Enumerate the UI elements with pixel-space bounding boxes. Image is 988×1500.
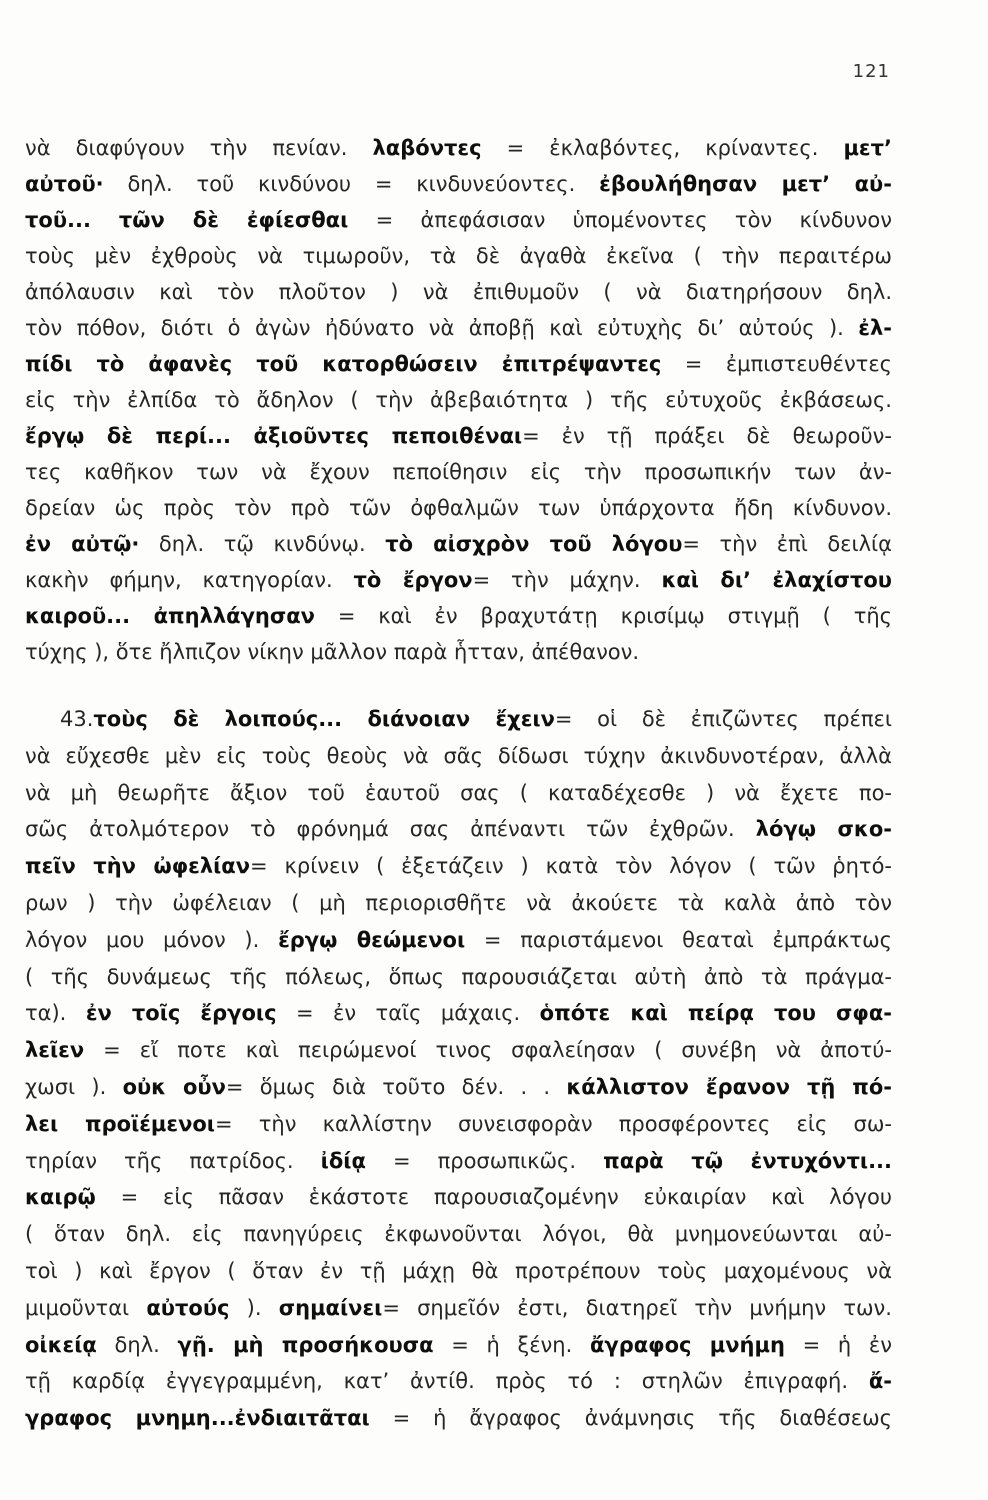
lemma-term: ἄγραφος μνήμη — [589, 1332, 785, 1357]
text-line — [25, 1069, 892, 1106]
text-line — [25, 701, 892, 738]
commentary-text: = ἡ ξένη. — [451, 1332, 573, 1357]
text-line — [25, 1327, 892, 1364]
lemma-term: παρὰ τῷ ἐντυχόντι... — [603, 1148, 892, 1173]
commentary-text: = ἡ ἄγραφος ἀνάμνησις τῆς διαθέσεως — [392, 1406, 892, 1431]
lemma-term: κάλλιστον ἔρανον τῇ πό- — [566, 1074, 892, 1099]
lemma-term: πεῖν τὴν ὠφελίαν — [25, 854, 251, 879]
text-line — [25, 1143, 892, 1180]
text-line — [25, 1216, 892, 1253]
commentary-text: τες καθῆκον των νὰ ἔχουν πεποίθησιν εἰς τὴν προσωπικήν των ἀν- — [25, 460, 892, 484]
commentary-text: = σημεῖόν ἐστι, διατηρεῖ τὴν μνήμην των. — [382, 1295, 892, 1320]
text-line — [25, 454, 892, 490]
lemma-term: ἔργῳ δὲ περί... ἀξιοῦντες πεποιθέναι — [25, 424, 523, 448]
text-line — [25, 995, 892, 1032]
lemma-term: οἰκείᾳ — [25, 1332, 97, 1357]
text-line — [25, 202, 892, 238]
text-line — [25, 166, 892, 202]
lemma-term: ἰδίᾳ — [320, 1148, 366, 1173]
text-line — [25, 848, 892, 885]
commentary-text: = οἱ δὲ ἐπιζῶντες πρέπει — [554, 707, 892, 731]
page-number: 121 — [852, 61, 890, 82]
commentary-text: = εἰς πᾶσαν ἑκάστοτε παρουσιαζομένην εὐκαιρίαν καὶ λόγου — [120, 1185, 892, 1210]
lemma-term: τοὺς δὲ λοιπούς... διάνοιαν ἔχειν — [93, 707, 555, 731]
text-line — [25, 922, 892, 959]
commentary-text: εἰς τὴν ἐλπίδα τὸ ἄδηλον ( τὴν ἀβεβαιότητα ) τῆς εὐτυχοῦς ἐκβάσεως. — [25, 388, 892, 412]
text-line — [25, 1290, 892, 1327]
text-line — [25, 130, 892, 166]
commentary-text: = εἴ ποτε καὶ πειρώμενοί τινος σφαλείησαν ( συνέβη νὰ ἀποτύ- — [103, 1038, 892, 1063]
lemma-term: ἐβουλήθησαν μετ’ αὐ- — [599, 172, 892, 196]
commentary-text: ( τῆς δυνάμεως τῆς πόλεως, ὅπως παρουσιάζεται αὐτὴ ἀπὸ τὰ πράγμα- — [25, 964, 892, 989]
commentary-text: = τὴν μάχην. — [472, 568, 641, 592]
commentary-text: = ἐν τῇ πράξει δὲ θεωροῦν- — [522, 424, 892, 448]
commentary-text: χωσι ). — [25, 1074, 107, 1099]
commentary-text: = ὅμως διὰ τοῦτο δέν. . . — [225, 1074, 551, 1099]
lemma-term: πίδι τὸ ἀφανὲς τοῦ κατορθώσειν ἐπιτρέψαντες — [25, 352, 662, 376]
commentary-text: τοὺς μὲν ἐχθροὺς νὰ τιμωροῦν, τὰ δὲ ἀγαθὰ ἐκεῖνα ( τὴν περαιτέρω — [25, 244, 892, 268]
text-line — [25, 811, 892, 848]
paragraph — [25, 130, 892, 670]
text-line — [25, 885, 892, 922]
commentary-text: τῇ καρδίᾳ ἐγγεγραμμένη, κατ’ ἀντίθ. πρὸς τό : στηλῶν ἐπιγραφή. — [25, 1369, 849, 1394]
text-line — [25, 562, 892, 598]
text-line — [25, 238, 892, 274]
paragraph — [25, 701, 892, 1437]
lemma-term: ἐν αὐτῷ· — [25, 532, 140, 556]
text-line — [25, 1032, 892, 1069]
commentary-text: δηλ. τοῦ κινδύνου = κινδυνεύοντες. — [127, 172, 576, 196]
lemma-term: τοῦ... τῶν δὲ ἐφίεσθαι — [25, 208, 349, 232]
commentary-text: ). — [246, 1295, 262, 1320]
text-line — [25, 1179, 892, 1216]
text-line — [25, 1400, 892, 1437]
text-line — [25, 959, 892, 996]
commentary-text: = ἐν ταῖς μάχαις. — [295, 1001, 521, 1026]
commentary-text: = ἀπεφάσισαν ὑπομένοντες τὸν κίνδυνον — [375, 208, 892, 232]
lemma-term: γραφος μνημη...ἐνδιαιτᾶται — [25, 1406, 370, 1431]
text-line — [25, 274, 892, 310]
commentary-text: = τὴν καλλίστην συνεισφορὰν προσφέροντες εἰς σω- — [215, 1111, 892, 1136]
section-number: 43. — [60, 707, 94, 731]
commentary-text: τα). — [25, 1001, 67, 1026]
lemma-term: λαβόντες — [372, 136, 482, 160]
text-line — [25, 775, 892, 812]
lemma-term: καὶ δι’ ἐλαχίστου — [661, 568, 892, 592]
lemma-term: ἐλ- — [858, 316, 892, 340]
lemma-term: ἄ- — [868, 1369, 892, 1394]
commentary-text: = ἡ ἐν — [802, 1332, 892, 1357]
text-line — [25, 310, 892, 346]
commentary-text: ρων ) τὴν ὠφέλειαν ( μὴ περιορισθῆτε νὰ ἀκούετε τὰ καλὰ ἀπὸ τὸν — [25, 890, 892, 915]
commentary-text: = ἐκλαβόντες, κρίναντες. — [506, 136, 819, 160]
text-line — [25, 1363, 892, 1400]
commentary-text: δρείαν ὡς πρὸς τὸν πρὸ τῶν ὀφθαλμῶν των ὑπάρχοντα ἤδη κίνδυνον. — [25, 496, 892, 520]
lemma-term: λει προϊέμενοι — [25, 1111, 215, 1136]
lemma-term: λεῖεν — [25, 1038, 85, 1063]
commentary-text: νὰ μὴ θεωρῆτε ἄξιον τοῦ ἑαυτοῦ σας ( καταδέχεσθε ) νὰ ἔχετε πο- — [25, 780, 892, 805]
lemma-term: μετ’ — [843, 136, 892, 160]
commentary-text: ( ὅταν δηλ. εἰς πανηγύρεις ἐκφωνοῦνται λόγοι, θὰ μνημονεύωνται αὐ- — [25, 1222, 892, 1247]
commentary-text: = προσωπικῶς. — [392, 1148, 577, 1173]
lemma-term: τὸ ἔργον — [353, 568, 473, 592]
commentary-text: δηλ. τῷ κινδύνῳ. — [158, 532, 366, 556]
commentary-text: μιμοῦνται — [25, 1295, 130, 1320]
commentary-text: = καὶ ἐν βραχυτάτῃ κρισίμῳ στιγμῇ ( τῆς — [337, 604, 892, 628]
commentary-text: τύχης ), ὅτε ἤλπιζον νίκην μᾶλλον παρὰ ἧτταν, ἀπέθανον. — [25, 640, 640, 664]
text-line — [25, 738, 892, 775]
lemma-term: αὐτοῦ· — [25, 172, 104, 196]
lemma-term: ἐν τοῖς ἔργοις — [85, 1001, 277, 1026]
commentary-text: ἀπόλαυσιν καὶ τὸν πλοῦτον ) νὰ ἐπιθυμοῦν ( νὰ διατηρήσουν δηλ. — [25, 280, 892, 304]
lemma-term: αὐτούς — [146, 1295, 230, 1320]
commentary-text: = κρίνειν ( ἐξετάζειν ) κατὰ τὸν λόγον ( τῶν ῥητό- — [250, 854, 892, 879]
commentary-text: τοὶ ) καὶ ἔργον ( ὅταν ἐν τῇ μάχῃ θὰ προτρέπουν τοὺς μαχομένους νὰ — [25, 1258, 892, 1283]
lemma-term: λόγῳ σκο- — [755, 817, 892, 842]
lemma-term: καιρῷ — [25, 1185, 96, 1210]
commentary-text: κακὴν φήμην, κατηγορίαν. — [25, 568, 333, 592]
text-line — [25, 346, 892, 382]
text-line — [25, 634, 892, 670]
text-line — [25, 1253, 892, 1290]
lemma-term: σημαίνει — [278, 1295, 383, 1320]
commentary-text: νὰ εὔχεσθε μὲν εἰς τοὺς θεοὺς νὰ σᾶς δίδωσι τύχην ἀκινδυνοτέραν, ἀλλὰ — [25, 743, 892, 768]
text-line — [25, 382, 892, 418]
commentary-text: = παριστάμενοι θεαταὶ ἐμπράκτως — [483, 927, 892, 952]
commentary-text: δηλ. — [114, 1332, 160, 1357]
commentary-text: = τὴν ἐπὶ δειλίᾳ — [682, 532, 892, 556]
text-line — [25, 526, 892, 562]
text-line — [25, 418, 892, 454]
text-line — [25, 598, 892, 634]
lemma-term: γῇ. μὴ προσήκουσα — [177, 1332, 434, 1357]
lemma-term: ὁπότε καὶ πείρᾳ του σφα- — [539, 1001, 892, 1026]
commentary-text: σῶς ἀτολμότερον τὸ φρόνημά σας ἀπέναντι τῶν ἐχθρῶν. — [25, 817, 735, 842]
text-line — [25, 490, 892, 526]
lemma-term: οὐκ οὖν — [122, 1074, 226, 1099]
lemma-term: τὸ αἰσχρὸν τοῦ λόγου — [385, 532, 683, 556]
text-line — [25, 1106, 892, 1143]
commentary-text: τὸν πόθον, διότι ὁ ἀγὼν ἠδύνατο νὰ ἀποβῇ καὶ εὐτυχὴς δι’ αὐτούς ). — [25, 316, 844, 340]
lemma-term: καιροῦ... ἀπηλλάγησαν — [25, 604, 315, 628]
commentary-text: νὰ διαφύγουν τὴν πενίαν. — [25, 136, 348, 160]
lemma-term: ἔργῳ θεώμενοι — [278, 927, 466, 952]
commentary-text: = ἐμπιστευθέντες — [684, 352, 892, 376]
commentary-text: λόγον μου μόνον ). — [25, 927, 260, 952]
commentary-text: τηρίαν τῆς πατρίδος. — [25, 1148, 294, 1173]
